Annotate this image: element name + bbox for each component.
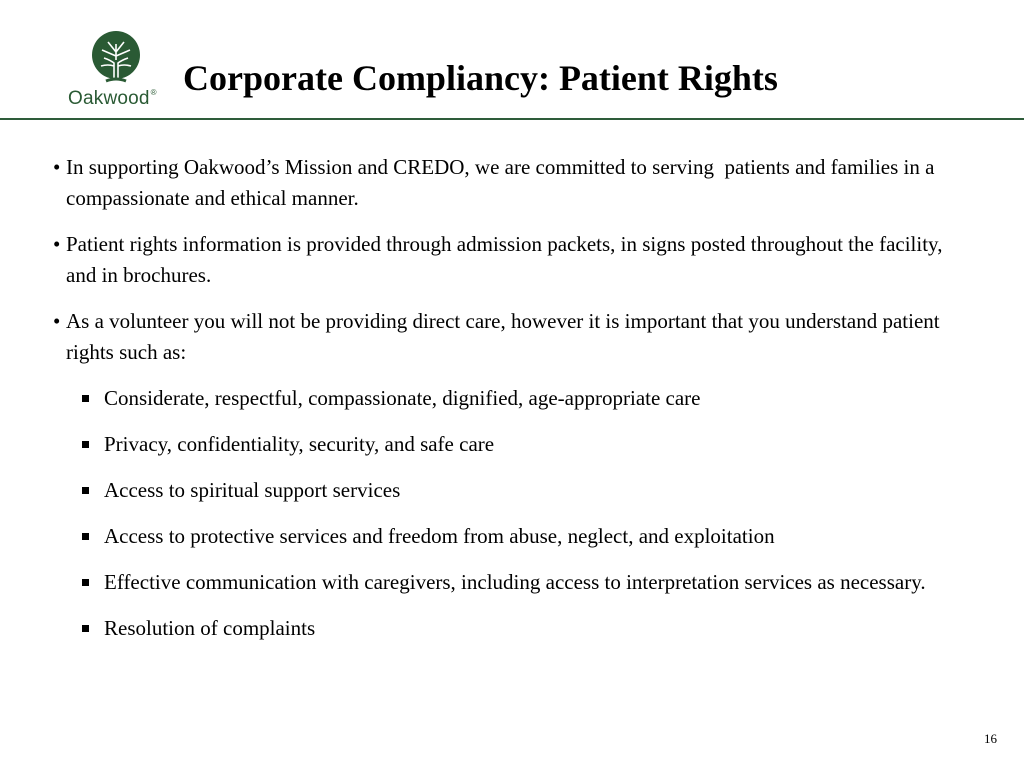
logo-wordmark: Oakwood (68, 88, 150, 109)
slide-title: Corporate Compliancy: Patient Rights (183, 58, 778, 98)
slide-body (48, 152, 968, 659)
bullet-text: As a volunteer you will not be providing direct care, however it is important that you understand patient rights such as: (66, 309, 940, 364)
sub-bullet-text: Effective communication with caregivers, including access to interpretation services as necessary. (104, 570, 926, 594)
bullet-item (48, 229, 968, 291)
sub-bullet-item (81, 613, 968, 644)
bullet-dot-icon: • (53, 309, 61, 333)
page-number: 16 (984, 731, 997, 746)
sub-bullet-text: Access to protective services and freedom from abuse, neglect, and exploitation (104, 524, 775, 548)
bullet-dot-icon: • (53, 232, 61, 256)
bullet-item (48, 306, 968, 368)
registered-mark: ® (150, 88, 157, 97)
sub-bullet-text: Considerate, respectful, compassionate, dignified, age-appropriate care (104, 386, 701, 410)
title-divider (0, 118, 1024, 120)
square-bullet-icon (82, 487, 89, 494)
sub-bullet-item (81, 521, 968, 552)
bullet-text: In supporting Oakwood’s Mission and CREDO, we are committed to serving patients and families in a compassionate and ethical manner. (66, 155, 935, 210)
bullet-dot-icon: • (53, 155, 61, 179)
sub-bullet-list (81, 383, 968, 644)
square-bullet-icon (82, 533, 89, 540)
sub-bullet-text: Resolution of complaints (104, 616, 316, 640)
square-bullet-icon (82, 395, 89, 402)
sub-bullet-item (81, 429, 968, 460)
tree-icon (86, 30, 146, 86)
sub-bullet-item (81, 475, 968, 506)
square-bullet-icon (82, 625, 89, 632)
square-bullet-icon (82, 579, 89, 586)
sub-bullet-text: Privacy, confidentiality, security, and safe care (104, 432, 495, 456)
bullet-text: Patient rights information is provided through admission packets, in signs posted throughout the facility, and in brochures. (66, 232, 943, 287)
sub-bullet-text: Access to spiritual support services (104, 478, 401, 502)
oakwood-logo (64, 30, 168, 112)
sub-bullet-item (81, 567, 968, 598)
square-bullet-icon (82, 441, 89, 448)
bullet-item (48, 152, 968, 214)
sub-bullet-item (81, 383, 968, 414)
